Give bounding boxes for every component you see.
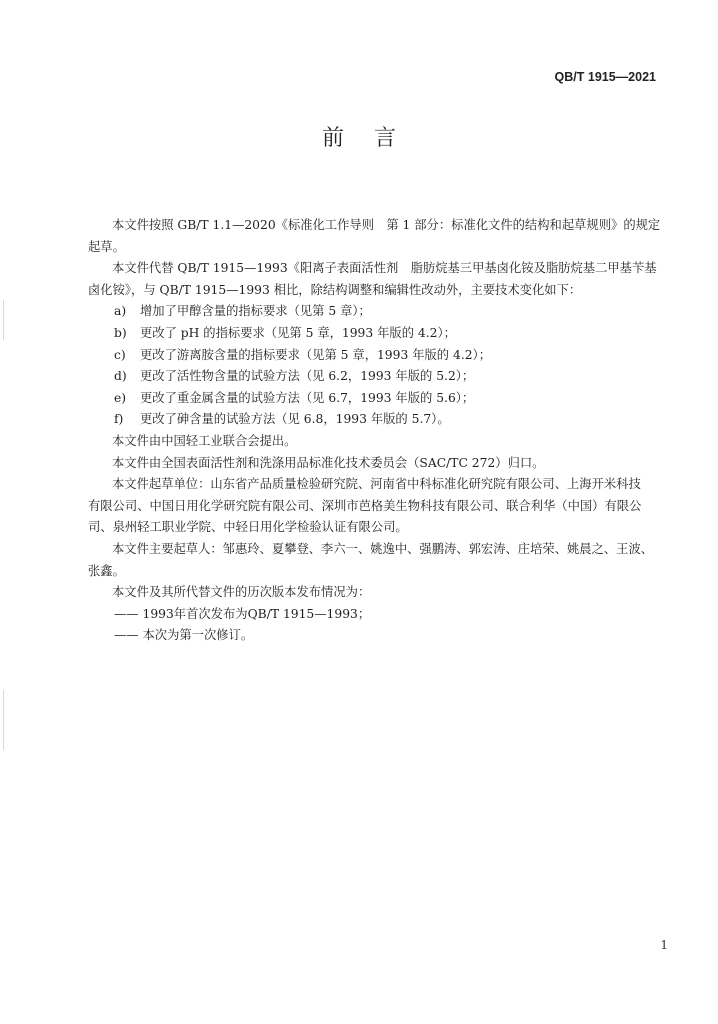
- list-item: b) 更改了 pH 的指标要求（见第 5 章，1993 年版的 4.2）；: [114, 325, 456, 340]
- history-item: —— 本次为第一次修订。: [114, 628, 254, 643]
- paragraph-drafters: 本文件主要起草人：邹惠玲、夏攀登、李六一、姚逸中、强鹏涛、郭宏涛、庄培荣、姚晨之、王波、: [112, 541, 654, 556]
- standard-code: QB/T 1915—2021: [554, 70, 656, 84]
- paragraph-drafting-units-cont: 司、泉州轻工职业学院、中轻日用化学检验认证有限公司。: [88, 520, 408, 535]
- paragraph-proposer: 本文件由中国轻工业联合会提出。: [112, 433, 297, 448]
- paragraph-replacement: 本文件代替 QB/T 1915—1993《阳离子表面活性剂 脂肪烷基三甲基卤化铵及脂肪烷基二甲基苄基: [112, 261, 657, 276]
- scan-edge-mark: [3, 690, 4, 750]
- list-item: e) 更改了重金属含量的试验方法（见 6.7，1993 年版的 5.6）；: [114, 390, 475, 405]
- scan-edge-mark: [3, 300, 4, 340]
- changes-list: [88, 301, 668, 431]
- list-item: c) 更改了游离胺含量的指标要求（见第 5 章，1993 年版的 4.2）；: [114, 347, 491, 362]
- paragraph-drafting-units: 本文件起草单位：山东省产品质量检验研究院、河南省中科标准化研究院有限公司、上海开米科技: [112, 477, 641, 492]
- paragraph-drafting-rule-cont: 起草。: [88, 239, 125, 254]
- paragraph-drafting-units-cont: 有限公司、中国日用化学研究院有限公司、深圳市芭格美生物科技有限公司、联合利华（中国）有限公: [88, 498, 642, 513]
- page-title: 前言: [321, 126, 426, 151]
- paragraph-drafting-rule: 本文件按照 GB/T 1.1—2020《标准化工作导则 第 1 部分：标准化文件的结构和起草规则》的规定: [112, 218, 661, 232]
- list-item: d) 更改了活性物含量的试验方法（见 6.2，1993 年版的 5.2）；: [114, 369, 475, 384]
- paragraph-committee: 本文件由全国表面活性剂和洗涤用品标准化技术委员会（SAC/TC 272）归口。: [112, 455, 545, 470]
- list-item: a) 增加了甲醇含量的指标要求（见第 5 章）；: [114, 304, 371, 319]
- history-item: —— 1993年首次发布为QB/T 1915—1993；: [114, 606, 371, 621]
- list-item: f) 更改了砷含量的试验方法（见 6.8，1993 年版的 5.7）。: [114, 412, 450, 427]
- page-number: 1: [660, 938, 668, 952]
- foreword-body: [88, 215, 668, 647]
- paragraph-replacement-cont: 卤化铵》，与 QB/T 1915—1993 相比，除结构调整和编辑性改动外，主要技术变化如下：: [88, 282, 582, 297]
- paragraph-history-intro: 本文件及其所代替文件的历次版本发布情况为：: [112, 585, 371, 600]
- paragraph-drafters-cont: 张鑫。: [88, 563, 125, 578]
